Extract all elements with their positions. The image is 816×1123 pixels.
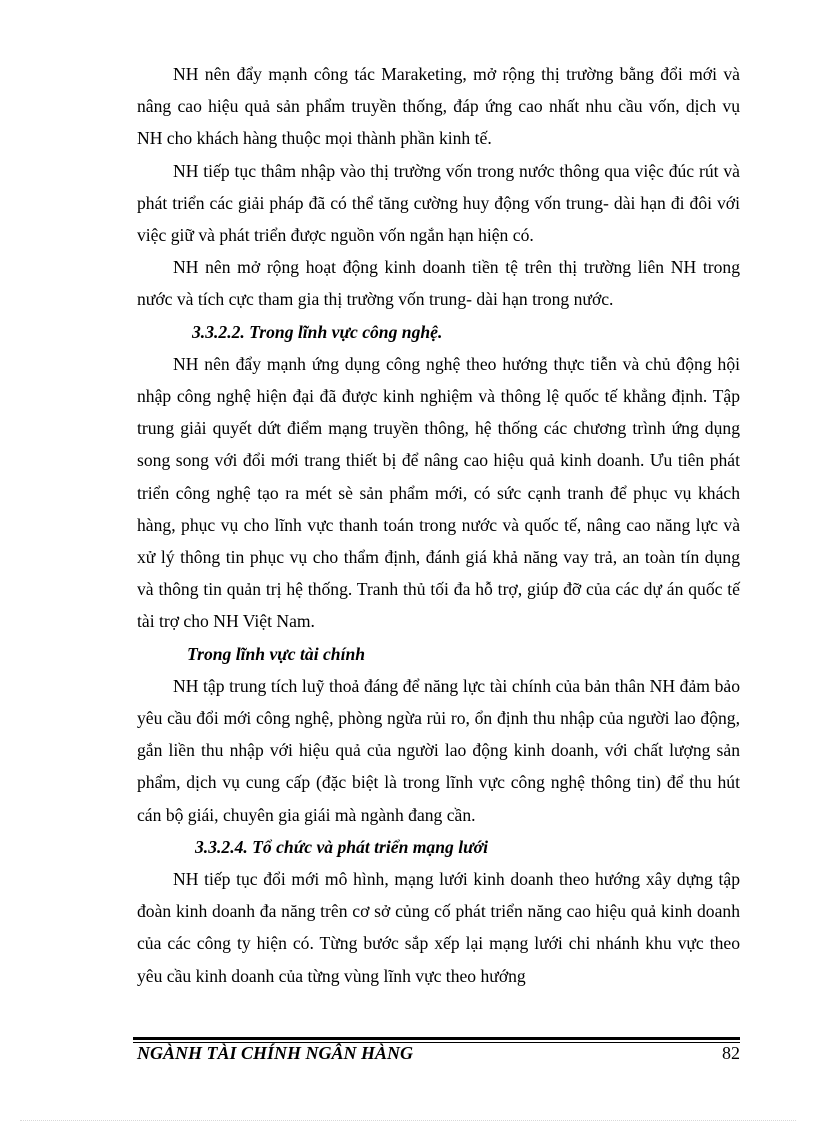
- paragraph-capital-market: NH tiếp tục thâm nhập vào thị trường vốn trong nước thông qua việc đúc rút và phát triển các giải pháp đã có thể tăng cường huy động vốn trung- dài hạn đi đôi với việc giữ và phát triển được nguồn vốn ngắn hạn hiện có.: [137, 160, 740, 246]
- section-heading-technology: 3.3.2.2. Trong lĩnh vực công nghệ.: [192, 321, 443, 342]
- footer-title: NGÀNH TÀI CHÍNH NGÂN HÀNG: [137, 1043, 414, 1063]
- section-heading-network: 3.3.2.4. Tổ chức và phát triển mạng lưới: [195, 836, 488, 857]
- section-heading-finance: Trong lĩnh vực tài chính: [187, 643, 366, 664]
- paragraph-technology: NH nên đẩy mạnh ứng dụng công nghệ theo hướng thực tiễn và chủ động hội nhập công nghệ hiện đại đã được kinh nghiệm và thông lệ quốc tế khẳng định. Tập trung giải quyết dứt điểm mạng truyền thông, hệ thống các chương trình ứng dụng song song với đổi mới trang thiết bị để nâng cao hiệu quả kinh doanh. Ưu tiên phát triển công nghệ tạo ra mét sè sản phẩm mới, có sức cạnh tranh để phục vụ khách hàng, phục vụ cho lĩnh vực thanh toán trong nước và quốc tế, nâng cao năng lực và xử lý thông tin phục vụ cho thẩm định, đánh giá khả năng vay trả, an toàn tín dụng và thông tin quản trị hệ thống. Tranh thủ tối đa hỗ trợ, giúp đỡ của các dự án quốc tế tài trợ cho NH Việt Nam.: [137, 353, 740, 632]
- paragraph-interbank: NH nên mở rộng hoạt động kinh doanh tiền tệ trên thị trường liên NH trong nước và tích cực tham gia thị trường vốn trung- dài hạn trong nước.: [137, 257, 740, 310]
- page-bottom-border: [20, 1120, 796, 1121]
- paragraph-finance: NH tập trung tích luỹ thoả đáng để năng lực tài chính của bản thân NH đảm bảo yêu cầu đổi mới công nghệ, phòng ngừa rủi ro, ổn định thu nhập của người lao động, gắn liền thu nhập với hiệu quả của người lao động kinh doanh, với chất lượng sản phẩm, dịch vụ cung cấp (đặc biệt là trong lĩnh vực công nghệ thông tin) để thu hút cán bộ giái, chuyên gia giái mà ngành đang cần.: [137, 675, 740, 825]
- page-number: 82: [722, 1043, 740, 1063]
- document-body: [137, 58, 740, 992]
- page-footer: [137, 1043, 740, 1064]
- paragraph-network: NH tiếp tục đổi mới mô hình, mạng lưới kinh doanh theo hướng xây dựng tập đoàn kinh doanh đa năng trên cơ sở củng cố phát triển năng cao hiệu quả kinh doanh của các công ty hiện có. Từng bước sắp xếp lại mạng lưới chi nhánh khu vực theo yêu cầu kinh doanh của từng vùng lĩnh vực theo hướng: [137, 869, 740, 986]
- paragraph-marketing: NH nên đẩy mạnh công tác Maraketing, mở rộng thị trường bằng đổi mới và nâng cao hiệu quả sản phẩm truyền thống, đáp ứng cao nhất nhu cầu vốn, dịch vụ NH cho khách hàng thuộc mọi thành phần kinh tế.: [137, 64, 740, 149]
